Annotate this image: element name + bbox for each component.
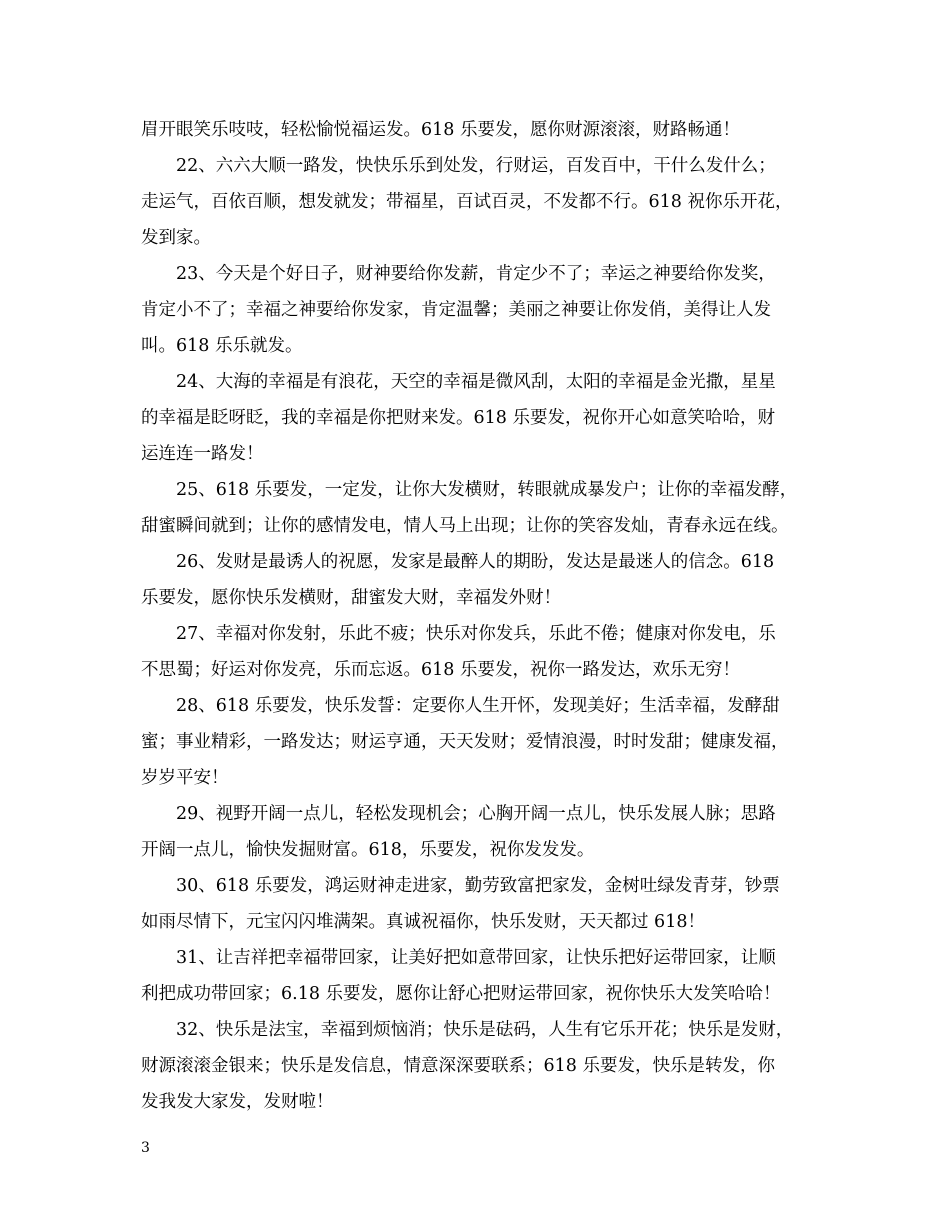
paragraph-first-line: 22、六六大顺一路发，快快乐乐到处发，行财运，百发百中，干什么发什么； bbox=[176, 156, 776, 176]
paragraph-first-line: 31、让吉祥把幸福带回家，让美好把如意带回家，让快乐把好运带回家，让顺 bbox=[176, 948, 776, 968]
paragraph-line: 财源滚滚金银来；快乐是发信息，情意深深要联系；618 乐要发，快乐是转发，你 bbox=[141, 1056, 775, 1076]
paragraph-first-line: 24、大海的幸福是有浪花，天空的幸福是微风刮，太阳的幸福是金光撒，星星 bbox=[176, 372, 776, 392]
paragraph-line: 蜜；事业精彩，一路发达；财运亨通，天天发财；爱情浪漫，时时发甜；健康发福， bbox=[141, 732, 789, 752]
paragraph-first-line: 30、618 乐要发，鸿运财神走进家，勤劳致富把家发，金树吐绿发青芽，钞票 bbox=[176, 876, 780, 896]
paragraph-line: 乐要发，愿你快乐发横财，甜蜜发大财，幸福发外财！ bbox=[141, 588, 561, 608]
paragraph-line: 叫。618 乐乐就发。 bbox=[141, 336, 303, 356]
paragraph-line: 发到家。 bbox=[141, 228, 211, 248]
paragraph-first-line: 26、发财是最诱人的祝愿，发家是最醉人的期盼，发达是最迷人的信念。618 bbox=[176, 552, 775, 572]
paragraph-line: 开阔一点儿，愉快发掘财富。618，乐要发，祝你发发发。 bbox=[141, 840, 595, 860]
paragraph-first-line: 25、618 乐要发，一定发，让你大发横财，转眼就成暴发户；让你的幸福发酵， bbox=[176, 480, 798, 500]
paragraph-first-line: 32、快乐是法宝，幸福到烦恼消；快乐是砝码，人生有它乐开花；快乐是发财， bbox=[176, 1020, 794, 1040]
paragraph-first-line: 28、618 乐要发，快乐发誓：定要你人生开怀，发现美好；生活幸福，发酵甜 bbox=[176, 696, 780, 716]
paragraph-first-line: 29、视野开阔一点儿，轻松发现机会；心胸开阔一点儿，快乐发展人脉；思路 bbox=[176, 804, 776, 824]
paragraph-line: 岁岁平安！ bbox=[141, 768, 229, 788]
paragraph-first-line: 27、幸福对你发射，乐此不疲；快乐对你发兵，乐此不倦；健康对你发电，乐 bbox=[176, 624, 776, 644]
paragraph-line: 的幸福是眨呀眨，我的幸福是你把财来发。618 乐要发，祝你开心如意笑哈哈，财 bbox=[141, 408, 775, 428]
paragraph-line: 甜蜜瞬间就到；让你的感情发电，情人马上出现；让你的笑容发灿，青春永远在线。 bbox=[141, 516, 789, 536]
paragraph-line: 利把成功带回家；6.18 乐要发，愿你让舒心把财运带回家，祝你快乐大发笑哈哈！ bbox=[141, 984, 781, 1004]
paragraph-line: 肯定小不了；幸福之神要给你发家，肯定温馨；美丽之神要让你发俏，美得让人发 bbox=[141, 300, 771, 320]
page-number: 3 bbox=[141, 1140, 150, 1156]
paragraph-line: 不思蜀；好运对你发亮，乐而忘返。618 乐要发，祝你一路发达，欢乐无穷！ bbox=[141, 660, 740, 680]
body-text bbox=[141, 112, 813, 1120]
paragraph-line: 如雨尽情下，元宝闪闪堆满架。真诚祝福你，快乐发财，天天都过 618！ bbox=[141, 912, 705, 932]
paragraph-line: 走运气，百依百顺，想发就发；带福星，百试百灵，不发都不行。618 祝你乐开花， bbox=[141, 192, 793, 212]
paragraph-line: 眉开眼笑乐吱吱，轻松愉悦福运发。618 乐要发，愿你财源滚滚，财路畅通！ bbox=[141, 120, 740, 140]
paragraph-first-line: 23、今天是个好日子，财神要给你发薪，肯定少不了；幸运之神要给你发奖， bbox=[176, 264, 776, 284]
paragraph-line: 发我发大家发，发财啦！ bbox=[141, 1092, 334, 1112]
paragraph-line: 运连连一路发！ bbox=[141, 444, 264, 464]
